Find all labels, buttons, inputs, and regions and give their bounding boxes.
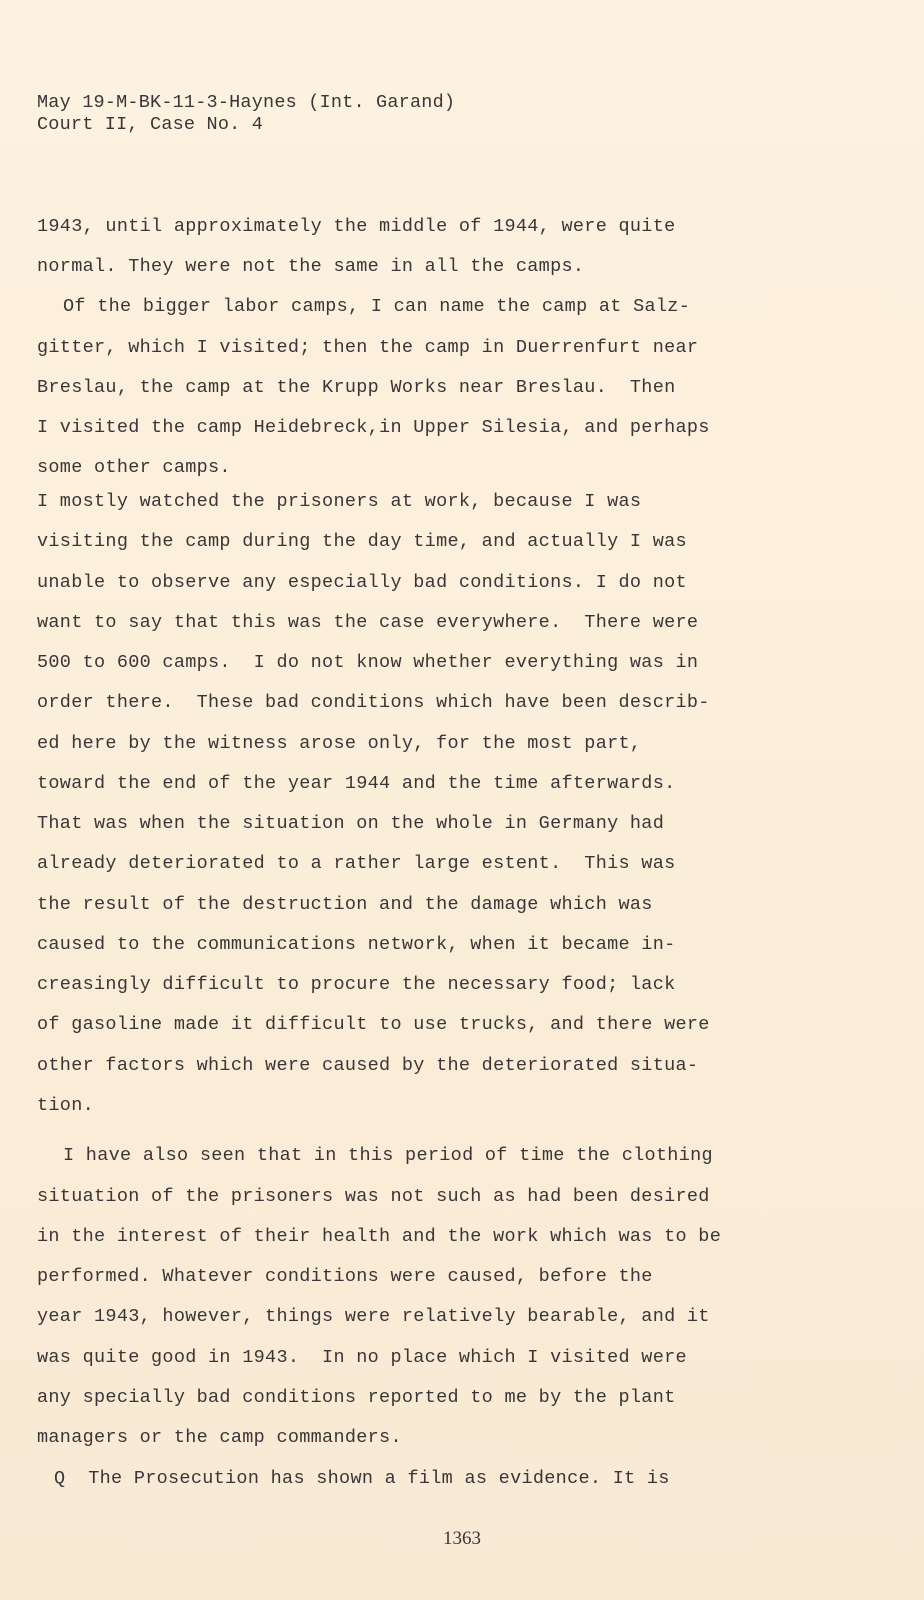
body-line: some other camps. (37, 457, 231, 478)
body-line: ed here by the witness arose only, for the most part, (37, 733, 642, 754)
body-line: I have also seen that in this period of time the clothing (63, 1145, 713, 1166)
body-line: Q The Prosecution has shown a film as evidence. It is (54, 1468, 670, 1489)
body-line: any specially bad conditions reported to me by the plant (37, 1387, 676, 1408)
body-line: normal. They were not the same in all the camps. (37, 256, 585, 277)
body-line: situation of the prisoners was not such as had been desired (37, 1186, 710, 1207)
body-line: I visited the camp Heidebreck,in Upper Silesia, and perhaps (37, 417, 710, 438)
document-header (37, 92, 455, 136)
body-line: 1943, until approximately the middle of 1944, were quite (37, 216, 676, 237)
body-line: tion. (37, 1095, 95, 1116)
body-line: Breslau, the camp at the Krupp Works near Breslau. Then (37, 377, 676, 398)
body-line: caused to the communications network, when it became in- (37, 934, 676, 955)
body-line: was quite good in 1943. In no place which I visited were (37, 1347, 687, 1368)
body-line: That was when the situation on the whole in Germany had (37, 813, 665, 834)
body-line: order there. These bad conditions which have been describ- (37, 692, 710, 713)
body-line: of gasoline made it difficult to use trucks, and there were (37, 1014, 710, 1035)
body-line: other factors which were caused by the deteriorated situa- (37, 1055, 699, 1076)
body-line: want to say that this was the case everywhere. There were (37, 612, 699, 633)
header-case-reference: May 19-M-BK-11-3-Haynes (Int. Garand) (37, 92, 456, 113)
body-line: the result of the destruction and the damage which was (37, 894, 653, 915)
body-line: unable to observe any especially bad conditions. I do not (37, 572, 687, 593)
body-line: visiting the camp during the day time, and actually I was (37, 531, 687, 552)
body-line: already deteriorated to a rather large estent. This was (37, 853, 676, 874)
body-line: creasingly difficult to procure the necessary food; lack (37, 974, 676, 995)
body-line: gitter, which I visited; then the camp in Duerrenfurt near (37, 337, 699, 358)
body-line: managers or the camp commanders. (37, 1427, 402, 1448)
body-line: I mostly watched the prisoners at work, because I was (37, 491, 642, 512)
header-court-case: Court II, Case No. 4 (37, 114, 264, 135)
body-line: 500 to 600 camps. I do not know whether everything was in (37, 652, 699, 673)
body-line: toward the end of the year 1944 and the time afterwards. (37, 773, 676, 794)
body-line: in the interest of their health and the work which was to be (37, 1226, 722, 1247)
page-number: 1363 (443, 1528, 481, 1549)
body-line: performed. Whatever conditions were caused, before the (37, 1266, 653, 1287)
body-line: Of the bigger labor camps, I can name the camp at Salz- (63, 296, 691, 317)
body-line: year 1943, however, things were relatively bearable, and it (37, 1306, 710, 1327)
